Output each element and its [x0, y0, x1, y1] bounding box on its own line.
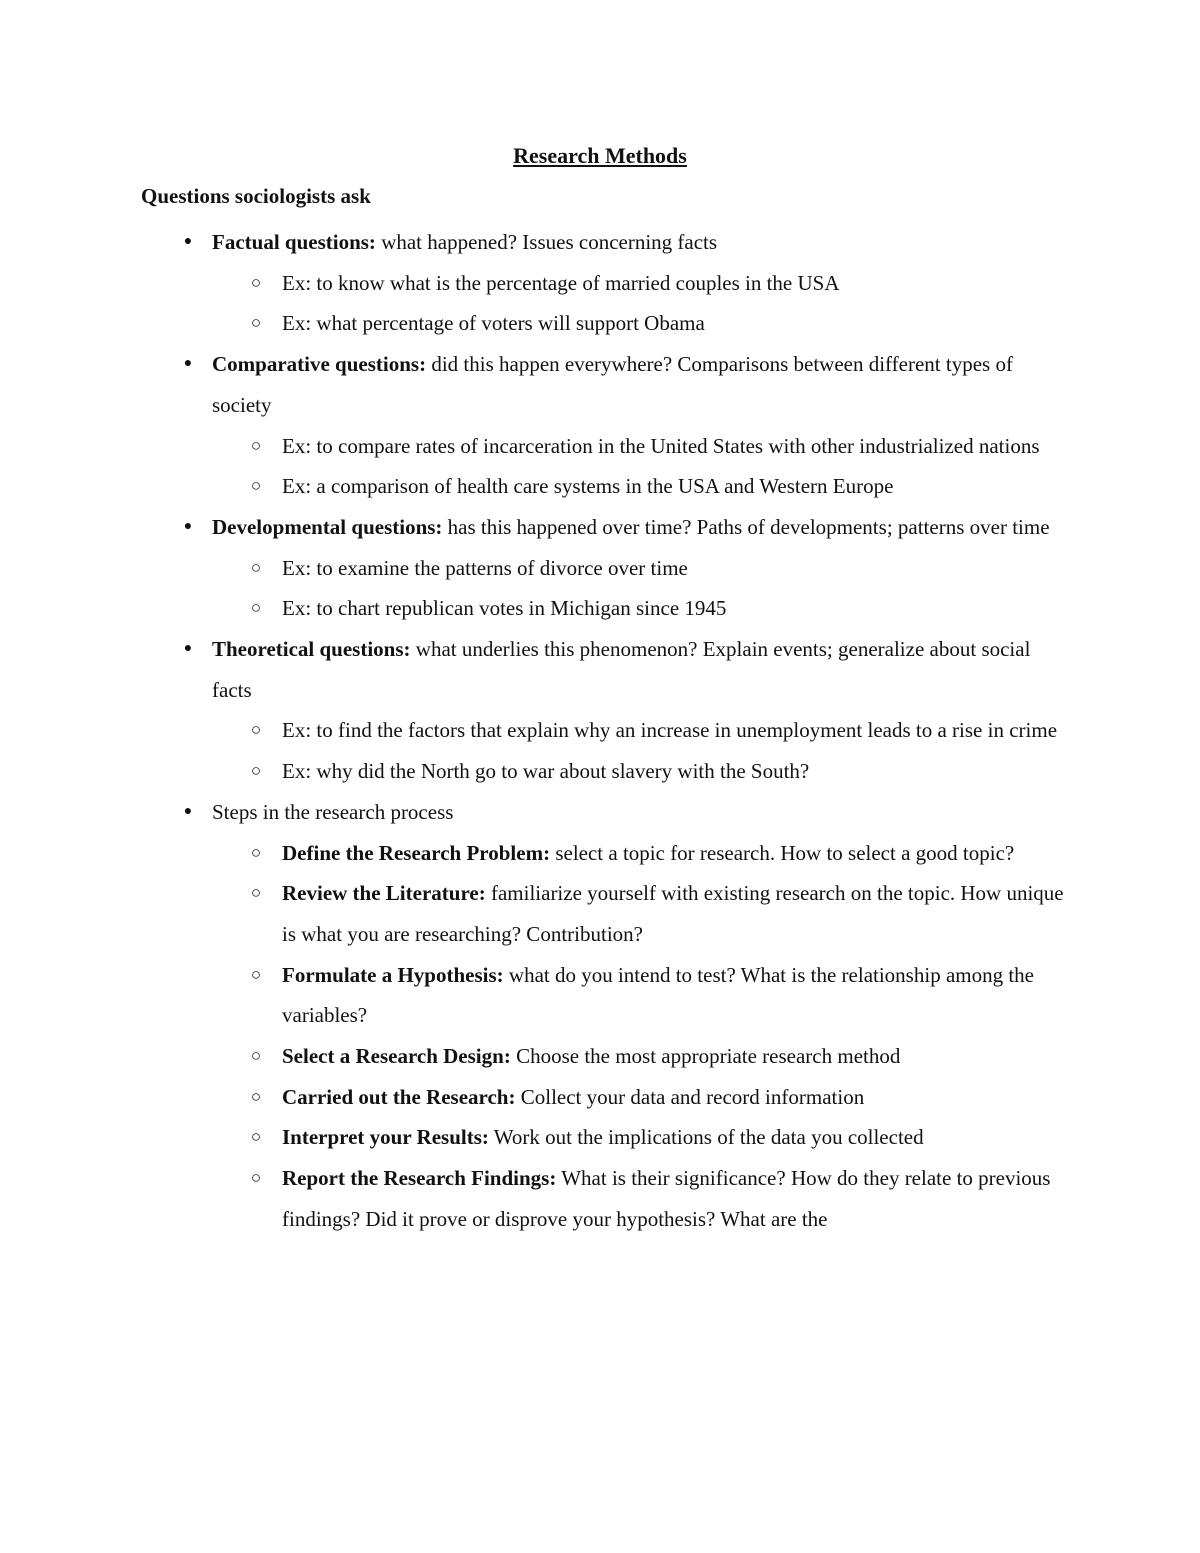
section-heading: Questions sociologists ask — [141, 184, 371, 208]
sub-item-text: familiarize yourself with existing research on the topic. How unique is what you are researching? Contribution? — [282, 881, 1064, 946]
bullet-icon: ● — [183, 356, 193, 372]
circle-bullet-icon: ○ — [250, 761, 262, 781]
list-item — [183, 629, 1062, 710]
sub-item-text: select a topic for research. How to select a good topic? — [550, 840, 1015, 865]
circle-bullet-icon: ○ — [250, 720, 262, 740]
circle-bullet-icon: ○ — [250, 1127, 262, 1147]
item-term: Factual questions: — [212, 230, 376, 254]
sub-item-term: Interpret your Results: — [282, 1125, 489, 1150]
item-text: did this happen everywhere? Comparisons between different types of society — [212, 352, 1013, 417]
sub-item-text: Ex: to chart republican votes in Michigan since 1945 — [282, 596, 727, 621]
sub-list-item — [250, 833, 1072, 874]
sub-item-text: Ex: to examine the patterns of divorce over time — [282, 555, 688, 580]
sub-item-text: Collect your data and record information — [515, 1084, 865, 1109]
sub-item-text: Ex: why did the North go to war about slavery with the South? — [282, 759, 810, 784]
sub-item-term: Formulate a Hypothesis: — [282, 962, 504, 987]
circle-bullet-icon: ○ — [250, 883, 262, 903]
circle-bullet-icon: ○ — [250, 435, 262, 455]
sub-item-term: Review the Literature: — [282, 881, 486, 906]
list-item — [183, 222, 1062, 263]
item-term: Comparative questions: — [212, 352, 427, 377]
bullet-icon: ● — [183, 234, 193, 249]
sub-list-item — [250, 1077, 1072, 1118]
sub-list-item — [250, 873, 1072, 954]
item-text: Steps in the research process — [212, 799, 454, 824]
sub-item-term: Carried out the Research: — [282, 1084, 516, 1109]
sub-list-item — [250, 1036, 1072, 1077]
list-item — [183, 507, 1062, 548]
circle-bullet-icon: ○ — [250, 598, 262, 618]
list-item — [183, 344, 1062, 425]
bullet-icon: ● — [183, 518, 193, 534]
sub-list-item — [250, 1117, 1072, 1158]
sub-item-text: Choose the most appropriate research method — [510, 1044, 901, 1069]
sub-list-item — [250, 588, 1072, 629]
item-term: Developmental questions: — [212, 514, 443, 539]
circle-bullet-icon: ○ — [250, 557, 262, 577]
circle-bullet-icon: ○ — [250, 476, 262, 496]
circle-bullet-icon: ○ — [250, 272, 262, 292]
list-item — [183, 792, 1062, 833]
sub-item-text: Ex: what percentage of voters will support Obama — [282, 311, 705, 336]
bullet-icon: ● — [183, 641, 193, 657]
bullet-icon: ● — [183, 803, 193, 819]
sub-list-item — [250, 303, 1072, 344]
circle-bullet-icon: ○ — [250, 842, 262, 862]
page-title: Research Methods — [513, 143, 687, 168]
sub-item-text: Work out the implications of the data you collected — [488, 1125, 924, 1150]
sub-item-text: Ex: a comparison of health care systems in the USA and Western Europe — [282, 474, 894, 499]
circle-bullet-icon: ○ — [250, 964, 262, 984]
item-text: what underlies this phenomenon? Explain events; generalize about social facts — [212, 637, 1031, 702]
sub-item-term: Select a Research Design: — [282, 1044, 511, 1069]
sub-list-item — [250, 263, 1072, 304]
sub-list-item — [250, 751, 1072, 792]
sub-item-text: what do you intend to test? What is the relationship among the variables? — [282, 962, 1034, 1028]
circle-bullet-icon: ○ — [250, 1046, 262, 1066]
sub-item-text: Ex: to compare rates of incarceration in the United States with other industrialized nations — [282, 433, 1040, 458]
item-text: what happened? Issues concerning facts — [375, 230, 718, 254]
sub-list-item — [250, 426, 1072, 467]
sub-list-item — [250, 955, 1072, 1036]
sub-list-item — [250, 1158, 1072, 1239]
sub-list-item — [250, 710, 1072, 751]
sub-item-text: What is their significance? How do they relate to previous findings? Did it prove or disprove your hypothesis? What are the — [282, 1166, 1051, 1231]
sub-item-term: Define the Research Problem: — [282, 840, 551, 865]
circle-bullet-icon: ○ — [250, 313, 262, 333]
sub-item-text: Ex: to know what is the percentage of married couples in the USA — [282, 270, 840, 295]
item-term: Theoretical questions: — [212, 637, 411, 662]
item-text: has this happened over time? Paths of developments; patterns over time — [442, 514, 1050, 539]
circle-bullet-icon: ○ — [250, 1168, 262, 1188]
sub-item-term: Report the Research Findings: — [282, 1166, 557, 1191]
circle-bullet-icon: ○ — [250, 1086, 262, 1106]
sub-item-text: Ex: to find the factors that explain why an increase in unemployment leads to a rise in crime — [282, 718, 1058, 743]
sub-list-item — [250, 548, 1072, 589]
sub-list-item — [250, 466, 1072, 507]
question-list — [0, 222, 1200, 1240]
